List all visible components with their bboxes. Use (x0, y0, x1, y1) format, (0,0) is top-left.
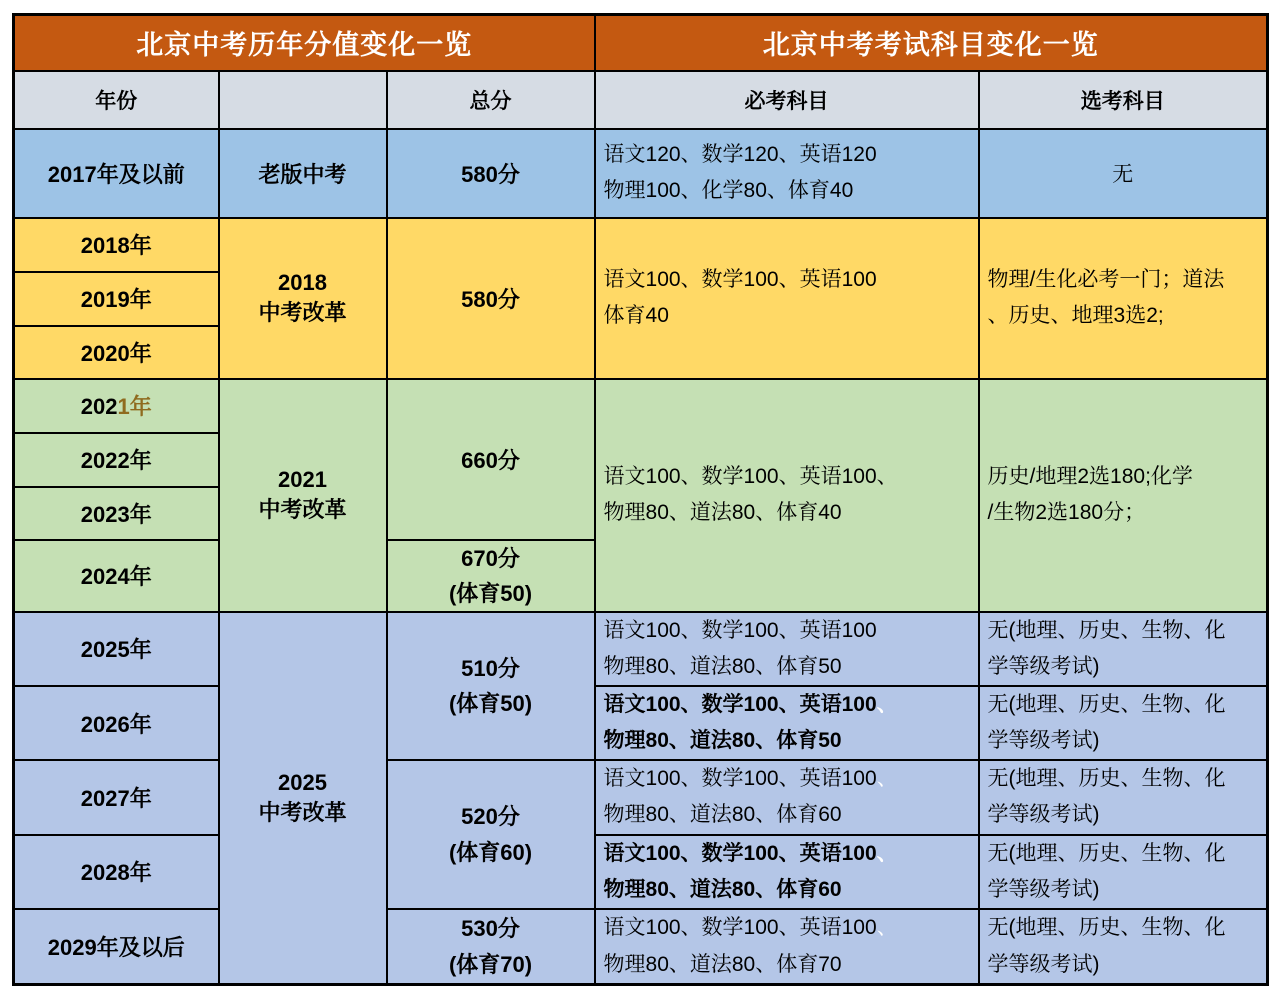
table-row-2017 (14, 129, 1268, 218)
col-header-required: 必考科目 (595, 71, 979, 129)
reform-cell-2018 (219, 218, 387, 379)
beijing-zhongkao-table (12, 13, 1269, 986)
reform-2021-line2: 中考改革 (258, 496, 347, 522)
elective-cell-2027 (979, 760, 1268, 834)
total-cell-520 (387, 760, 595, 908)
title-left: 北京中考历年分值变化一览 (14, 15, 595, 71)
col-header-year: 年份 (14, 71, 219, 129)
elective-cell-2025 (979, 612, 1268, 686)
total-520-line1: 520分 (461, 804, 520, 830)
required-2027-line1 (604, 761, 978, 797)
required-cell-2026 (595, 686, 979, 760)
year-cell-2027: 2027年 (14, 760, 219, 834)
elective-cell-2021 (979, 379, 1268, 612)
required-cell-2028 (595, 835, 979, 909)
reform-cell-2025 (219, 612, 387, 985)
required-2018-line2: 体育40 (603, 304, 669, 327)
elective-cell-2028 (979, 835, 1268, 909)
required-cell-2025 (595, 612, 979, 686)
table-row-2028 (14, 835, 1268, 909)
elective-2025-line2: 学等级考试) (987, 654, 1100, 678)
reform-2018-line1: 2018 (278, 269, 327, 295)
required-2021-line2: 物理80、道法80、体育40 (603, 501, 842, 525)
required-2029-line1-text: 语文100、数学100、英语100 (603, 916, 877, 940)
total-530-line2: (体育70) (448, 951, 533, 977)
total-670-line1: 670分 (461, 545, 520, 571)
total-cell-2018: 580分 (387, 218, 595, 379)
required-2026-line1 (604, 687, 978, 723)
year-cell-2017: 2017年及以前 (14, 129, 219, 218)
total-cell-670 (387, 540, 595, 612)
exam-score-table-container (12, 13, 1280, 986)
year-cell-2024: 2024年 (14, 540, 219, 612)
year-cell-2019: 2019年 (14, 272, 219, 326)
year-cell-2023: 2023年 (14, 487, 219, 540)
reform-2025-line2: 中考改革 (258, 799, 347, 825)
total-530-line1: 530分 (461, 916, 520, 942)
total-670-line2: (体育50) (448, 580, 533, 606)
required-2028-line2: 物理80、道法80、体育60 (603, 877, 842, 901)
year-cell-2021 (14, 379, 219, 433)
required-cell-2027 (595, 760, 979, 834)
required-2025-line1-text: 语文100、数学100、英语100 (603, 618, 877, 642)
year-2021-prefix: 202 (80, 394, 118, 419)
year-cell-2029: 2029年及以后 (14, 909, 219, 985)
col-header-elective: 选考科目 (979, 71, 1268, 129)
required-2018-line1: 语文100、数学100、英语100 (603, 267, 877, 291)
table-row-2018 (14, 218, 1268, 272)
required-2029-line2: 物理80、道法80、体育70 (603, 952, 842, 976)
elective-2027-line2: 学等级考试) (987, 803, 1100, 827)
reform-2018-line2: 中考改革 (258, 299, 347, 325)
required-2021-line1: 语文100、数学100、英语100、 (603, 465, 898, 489)
required-cell-2021 (595, 379, 979, 612)
reform-2021-line1: 2021 (278, 466, 327, 492)
total-cell-530 (387, 909, 595, 985)
year-cell-2026: 2026年 (14, 686, 219, 760)
year-cell-2022: 2022年 (14, 433, 219, 487)
required-2025-line2: 物理80、道法80、体育50 (603, 654, 842, 678)
elective-2018-line2: 、历史、地理3选2; (987, 304, 1164, 327)
required-2027-line1-suffix: 、 (876, 767, 898, 791)
table-row-2026 (14, 686, 1268, 760)
col-header-total: 总分 (387, 71, 595, 129)
total-510-line1: 510分 (461, 655, 520, 681)
table-row (14, 15, 1268, 71)
year-cell-2018: 2018年 (14, 218, 219, 272)
total-cell-660: 660分 (387, 379, 595, 540)
table-row-2021 (14, 379, 1268, 433)
required-2026-line1-suffix: 、 (876, 693, 898, 717)
elective-cell-old: 无 (979, 129, 1268, 218)
elective-cell-2026 (979, 686, 1268, 760)
elective-2027-line1: 无(地理、历史、生物、化 (987, 767, 1226, 791)
total-510-line2: (体育50) (448, 691, 533, 717)
required-2027-line2: 物理80、道法80、体育60 (603, 803, 842, 827)
year-2021-suffix-highlight: 1年 (117, 394, 152, 419)
year-cell-2025: 2025年 (14, 612, 219, 686)
reform-2025-line1: 2025 (278, 769, 327, 795)
total-520-line2: (体育60) (448, 839, 533, 865)
elective-2021-line2: /生物2选180分； (987, 501, 1146, 525)
required-2028-line1-text: 语文100、数学100、英语100 (603, 841, 877, 865)
elective-cell-2029 (979, 909, 1268, 985)
reform-cell-2021 (219, 379, 387, 612)
table-row-2027 (14, 760, 1268, 834)
elective-2026-line1: 无(地理、历史、生物、化 (987, 693, 1226, 717)
required-2029-line1 (604, 910, 978, 946)
table-row-2029 (14, 909, 1268, 985)
elective-2028-line1: 无(地理、历史、生物、化 (987, 841, 1226, 865)
elective-2028-line2: 学等级考试) (987, 877, 1100, 901)
required-cell-2018 (595, 218, 979, 379)
required-2028-line1 (604, 836, 978, 872)
elective-2029-line1: 无(地理、历史、生物、化 (987, 916, 1226, 940)
reform-cell-old: 老版中考 (219, 129, 387, 218)
required-2026-line2: 物理80、道法80、体育50 (603, 729, 842, 753)
total-cell-old: 580分 (387, 129, 595, 218)
elective-2026-line2: 学等级考试) (987, 729, 1100, 753)
elective-cell-2018 (979, 218, 1268, 379)
elective-2025-line1: 无(地理、历史、生物、化 (987, 618, 1226, 642)
total-cell-510 (387, 612, 595, 760)
required-cell-2029 (595, 909, 979, 985)
required-2028-line1-suffix: 、 (876, 841, 898, 865)
elective-2021-line1: 历史/地理2选180;化学 (987, 465, 1193, 489)
table-row-2025 (14, 612, 1268, 686)
required-2026-line1-text: 语文100、数学100、英语100 (603, 693, 877, 717)
col-header-reform-blank (219, 71, 387, 129)
year-cell-2028: 2028年 (14, 835, 219, 909)
required-old-line2: 物理100、化学80、体育40 (603, 179, 854, 202)
required-old-line1: 语文120、数学120、英语120 (603, 142, 877, 166)
table-row (14, 71, 1268, 129)
required-cell-old (595, 129, 979, 218)
title-right: 北京中考考试科目变化一览 (595, 15, 1268, 71)
elective-2029-line2: 学等级考试) (987, 952, 1100, 976)
required-2029-line1-suffix: 、 (876, 916, 898, 940)
year-cell-2020: 2020年 (14, 326, 219, 379)
required-2027-line1-text: 语文100、数学100、英语100 (603, 767, 877, 791)
required-2025-line1 (604, 613, 978, 649)
elective-2018-line1: 物理/生化必考一门；道法 (987, 267, 1225, 291)
